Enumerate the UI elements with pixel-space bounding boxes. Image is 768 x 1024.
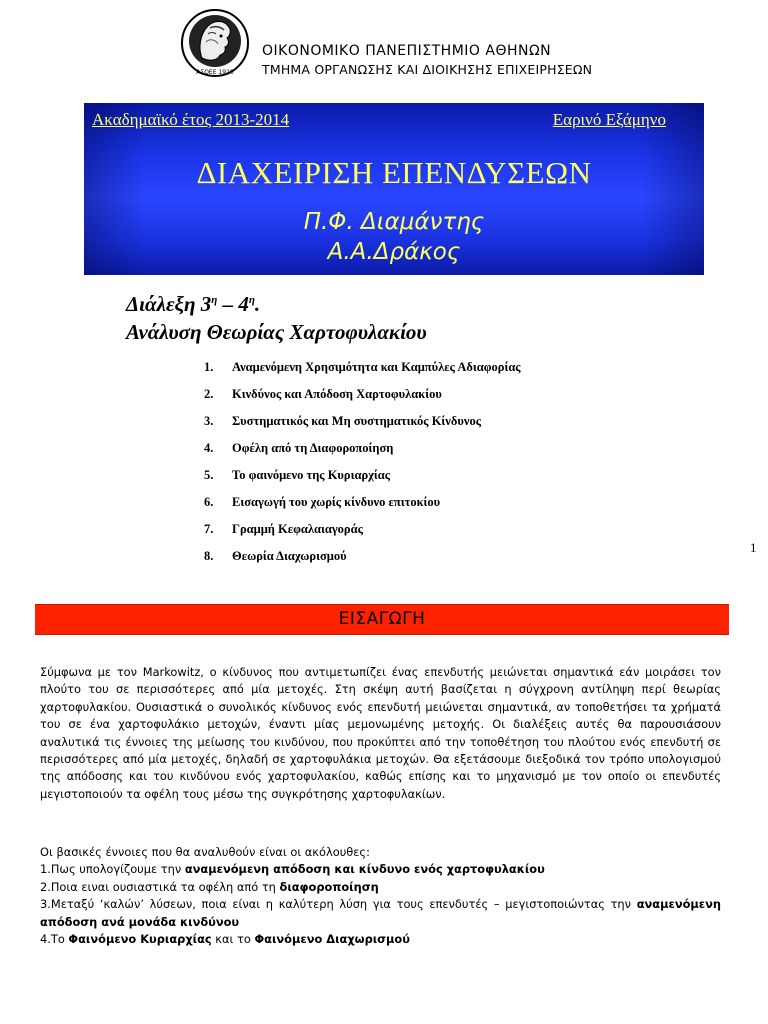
university-logo	[180, 8, 250, 78]
concepts-block	[40, 844, 721, 948]
list-item	[204, 495, 521, 522]
concepts-intro: Οι βασικές έννοιες που θα αναλυθούν είναι οι ακόλουθες:	[40, 845, 370, 859]
list-item	[204, 360, 521, 387]
professor-name: Π.Φ. Διαμάντης	[303, 209, 485, 235]
concept-text: 1.Πως υπολογίζουμε την	[40, 862, 185, 877]
university-name: ΟΙΚΟΝΟΜΙΚΟ ΠΑΝΕΠΙΣΤΗΜΙΟ ΑΘΗΝΩΝ	[262, 43, 552, 59]
item-number: 3.	[204, 414, 214, 428]
concept-emphasis: αναμενόμενη απόδοση ανά μονάδα κινδύνου	[40, 897, 721, 929]
list-item	[204, 549, 521, 576]
item-label: Οφέλη από τη Διαφοροποίηση	[232, 441, 394, 455]
section-heading-bar	[35, 604, 729, 635]
item-number: 7.	[204, 522, 214, 536]
logo-caption: ΑΣΟΕΕ 1920	[196, 69, 234, 76]
list-item	[204, 414, 521, 441]
course-banner	[84, 103, 704, 275]
concept-emphasis: Φαινόμενο Κυριαρχίας	[68, 932, 212, 947]
concept-emphasis: αναμενόμενη απόδοση και κίνδυνο ενός χαρτοφυλακίου	[184, 862, 545, 877]
concept-item	[40, 861, 721, 878]
item-label: Συστηματικός και Μη συστηματικός Κίνδυνος	[232, 414, 481, 428]
concept-text: 3.Μεταξύ ‘καλών’ λύσεων, ποια είναι η καλύτερη λύση για τους επενδυτές – μεγιστοποιώντας την	[40, 897, 637, 912]
concept-item	[40, 896, 721, 931]
item-number: 5.	[204, 468, 214, 482]
concept-text: 4.Το	[40, 932, 69, 947]
concept-text: και το	[211, 932, 255, 947]
concept-item	[40, 879, 721, 896]
section-heading: ΕΙΣΑΓΩΓΗ	[338, 609, 426, 629]
item-number: 8.	[204, 549, 214, 563]
item-label: Γραμμή Κεφαλαιαγοράς	[232, 522, 363, 536]
page-number: 1	[750, 540, 757, 555]
item-label: Κινδύνος και Απόδοση Χαρτοφυλακίου	[232, 387, 442, 401]
topics-list	[204, 360, 521, 576]
intro-paragraph: Σύμφωνα με τον Markowitz, ο κίνδυνος που αντιμετωπίζει ένας επενδυτής μειώνεται σημαντικά εάν μοιράσει τον πλούτο του σε περισσότερες από μία μετοχές. Στη σκέψη αυτή βασίζεται η σύγχρονη αντίληψη περί θεωρίας χαρτοφυλακίου. Ουσιαστικά ο συνολικός κίνδυνος ενός επενδυτή μειώνεται σημαντικά, αν τοποθετήσει τα χρήματά του σε ένα χαρτοφυλάκιο μετοχών, έναντι μίας μεμονωμένης μετοχής. Οι διαλέξεις αυτές θα παρουσιάσουν αναλυτικά τις έννοιες της μείωσης του κινδύνου, που προκύπτει από την τοποθέτηση του πλούτου ενός επενδυτή σε περισσότερες από μία μετοχές, δηλαδή σε χαρτοφυλάκια μετοχών. Θα εξετάσουμε διεξοδικά τον τρόπο υπολογισμού της απόδοσης και του κινδύνου ενός χαρτοφυλακίου, καθώς επίσης και το μηχανισμό με τον οποίο οι επενδυτές μεγιστοποιούν τα οφέλη τους μέσω της συγκρότησης χαρτοφυλακίων.	[40, 665, 721, 801]
item-number: 6.	[204, 495, 214, 509]
concept-text: 2.Ποια ειναι ουσιαστικά τα οφέλη από τη	[40, 879, 280, 894]
concept-item	[40, 931, 721, 948]
list-item	[204, 441, 521, 468]
list-item	[204, 387, 521, 414]
item-number: 1.	[204, 360, 214, 374]
course-title: ΔΙΑΧΕΙΡΙΣΗ ΕΠΕΝΔΥΣΕΩΝ	[196, 155, 592, 190]
item-number: 4.	[204, 441, 214, 455]
academic-year: Ακαδημαϊκό έτος 2013-2014	[92, 110, 290, 129]
department-name: ΤΜΗΜΑ ΟΡΓΑΝΩΣΗΣ ΚΑΙ ΔΙΟΙΚΗΣΗΣ ΕΠΙΧΕΙΡΗΣΕΩΝ	[262, 62, 593, 77]
lecture-number: Διάλεξη $3^\eta - 4^\eta$.	[126, 292, 261, 316]
item-label: Θεωρία Διαχωρισμού	[232, 549, 347, 563]
concept-emphasis: διαφοροποίηση	[279, 879, 379, 894]
concept-emphasis: Φαινόμενο Διαχωρισμού	[254, 932, 410, 947]
item-label: Αναμενόμενη Χρησιμότητα και Καμπύλες Αδιαφορίας	[232, 360, 521, 374]
professor-name: Α.Α.Δράκος	[327, 239, 461, 265]
lecture-title: Ανάλυση Θεωρίας Χαρτοφυλακίου	[126, 320, 427, 344]
semester: Εαρινό Εξάμηνο	[552, 110, 666, 129]
item-label: Εισαγωγή του χωρίς κίνδυνο επιτοκίου	[232, 495, 441, 509]
item-label: Το φαινόμενο της Κυριαρχίας	[232, 468, 391, 482]
item-number: 2.	[204, 387, 214, 401]
list-item	[204, 468, 521, 495]
list-item	[204, 522, 521, 549]
